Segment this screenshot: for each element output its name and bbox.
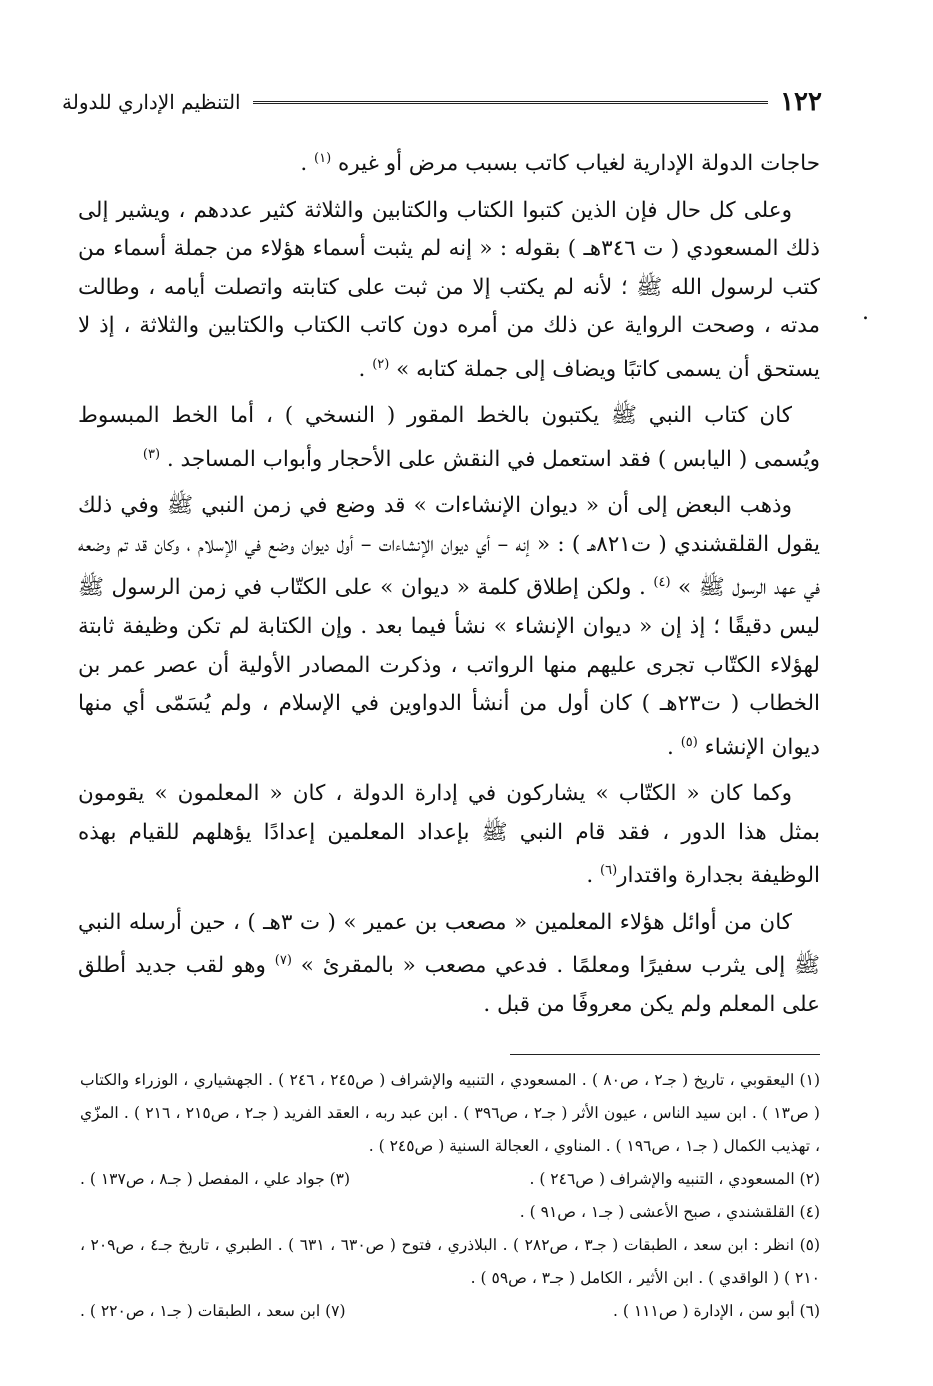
footnote-5: (٥) انظر : ابن سعد ، الطبقات ( جـ٣ ، ص٢٨٢ ) . البلاذري ، فتوح ( ص٦٣٠ ، ٦٣١ ) . الطبري ، تاريخ جـ٤ ، ص٢٠٩ ، ٢١٠ ) ( الواقدي ) . ابن الأثير ، الكامل ( جـ٣ ، ص٥٩ ) . <box>80 1236 821 1287</box>
body-text <box>78 140 820 1033</box>
footnote-ref-1: (١) <box>314 151 332 166</box>
footnotes <box>80 1064 820 1328</box>
footnote-row-2-3 <box>80 1163 820 1196</box>
paragraph-2: وعلى كل حال فإن الذين كتبوا الكتاب والكتابين والثلاثة كثير عددهم ، ويشير إلى ذلك المسعودي ( ت ٣٤٦هـ ) بقوله : « إنه لم يثبت أسماء هؤلاء من جملة أسماء من كتب لرسول الله ﷺ ؛ لأنه لم يكتب إلا من ثبت على كتابته واتصلت أيامه ، وطالت مدته ، وصحت الرواية عن ذلك من أمره دون كاتب الكتاب والكتابين والثلاثة ، إذ لا يستحق أن يسمى كاتبًا ويضاف إلى جملة كتابه » $^{(٢)}$ . <box>78 197 820 382</box>
footnote-ref-5: (٥) <box>680 734 698 750</box>
page-number: ١٢٢ <box>780 87 822 117</box>
paragraph-5: وكما كان « الكتّاب » يشاركون في إدارة الدولة ، كان « المعلمون » يقومون بمثل هذا الدور ، فقد قام النبي ﷺ بإعداد المعلمين إعدادًا يؤهلهم للقيام بهذه الوظيفة بجدارة واقتدار$^{(٦)}$ . <box>78 781 820 889</box>
footnote-ref-4: (٤) <box>653 575 671 591</box>
paragraph-1: حاجات الدولة الإدارية لغياب كاتب بسبب مرض أو غيره $^{(١)}$ . <box>300 151 820 177</box>
footnote-ref-7: (٧) <box>274 953 292 969</box>
footnote-row-6-7 <box>80 1295 820 1328</box>
footnote-ref-2: (٢) <box>372 356 390 372</box>
footnote-1: (١) اليعقوبي ، تاريخ ( جـ٢ ، ص٨٠ ) . المسعودي ، التنبيه والإشراف ( ص٢٤٥ ، ٢٤٦ ) . الجهشياري ، الوزراء والكتاب ( ص١٣ ) . ابن سيد الناس ، عيون الأثر ( جـ٢ ، ص٣٩٦ ) . ابن عبد ربه ، العقد الفريد ( جـ٢ ، ص٢١٥ ، ٢١٦ ) . المزّي ، تهذيب الكمال ( جـ١ ، ص١٩٦ ) . المناوي ، العجالة السنية ( ص٢٤٥ ) . <box>80 1071 820 1155</box>
footnote-ref-3: (٣) <box>142 446 161 462</box>
footnote-2: (٢) المسعودي ، التنبيه والإشراف ( ص٢٤٦ ) . <box>529 1170 820 1188</box>
page-header <box>62 82 822 122</box>
footnote-3: (٣) جواد علي ، المفصل ( جـ٨ ، ص١٣٧ ) . <box>80 1170 351 1188</box>
paragraph-6: كان من أوائل هؤلاء المعلمين « مصعب بن عمير » ( ت ٣هـ ) ، حين أرسله النبي ﷺ إلى يثرب سفيرًا ومعلمًا . فدعي مصعب « بالمقرئ » $^{(٧)}$ وهو لقب جديد أطلق على المعلم ولم يكن معروفًا من قبل . <box>78 909 820 1018</box>
footnote-6: (٦) أبو سن ، الإدارة ( ص١١١ ) . <box>613 1302 820 1320</box>
footnote-7: (٧) ابن سعد ، الطبقات ( جـ١ ، ص٢٢٠ ) . <box>80 1302 346 1320</box>
margin-mark: . <box>862 300 869 325</box>
paragraph-3: كان كتاب النبي ﷺ يكتبون بالخط المقور ( النسخي ) ، أما الخط المبسوط ويُسمى ( اليابس ) فقد استعمل في النقش على الأحجار وأبواب المساجد . $^{(٣)}$ <box>78 403 820 472</box>
header-rule <box>253 101 768 104</box>
footnote-separator <box>510 1054 820 1055</box>
paragraph-4: وذهب البعض إلى أن « ديوان الإنشاءات » قد وضع في زمن النبي ﷺ وفي ذلك يقول القلقشندي ( ت٨٢١هـ ) : « إنه – أي ديوان الإنشاءات – أول ديوان وضع في الإسلام ، وكان قد تم وضعه في عهد الرسول ﷺ » $^{(٤)}$ . ولكن إطلاق كلمة « ديوان » على الكتّاب في زمن الرسول ﷺ ليس دقيقًا ؛ إذ إن « ديوان الإنشاء » نشأ فيما بعد . وإن الكتابة لم تكن وظيفة ثابتة لهؤلاء الكتّاب تجرى عليهم منها الرواتب ، وذكرت المصادر الأولية أن عصر عمر بن الخطاب ( ت٢٣هـ ) كان أول من أنشأ الدواوين في الإسلام ، ولم يُسَمّى أي منها ديوان الإنشاء $^{(٥)}$ . <box>78 493 820 760</box>
footnote-4: (٤) القلقشندي ، صبح الأعشى ( جـ١ ، ص٩١ ) . <box>519 1203 820 1221</box>
footnote-ref-6: (٦) <box>600 863 618 879</box>
running-title: التنظيم الإداري للدولة <box>62 90 241 114</box>
